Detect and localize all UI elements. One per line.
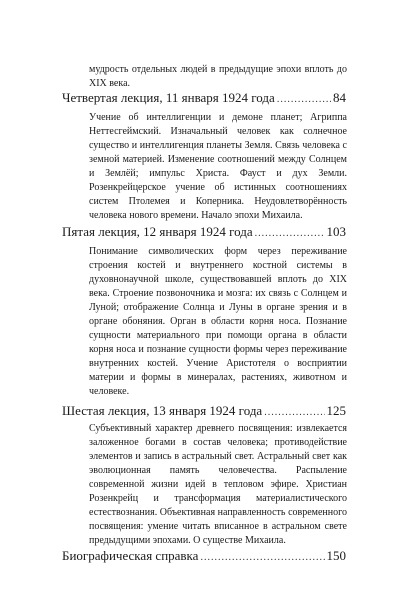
page-number: 125 [326, 403, 346, 418]
dot-leader [255, 226, 325, 242]
lecture-6-description: Субъективный характер древнего посвящения: извлекается заложенное богами в состав человека; противодействие элементов и запись в астральный свет. Астральный свет как эволюционная память человечества. Распыление современной жизни идей в тепловом эфире. Христиан Розенкрейц и трансформация материалистического естествознания. Объективная направленность современного посвящения: умение читать вписанное в астральном свете предыдущими эпохами. О существе Михаила. [89, 423, 347, 546]
entry-title: Пятая лекция, 12 января 1924 года [62, 224, 253, 239]
page-number: 103 [326, 224, 346, 239]
entry-title: Четвертая лекция, 11 января 1924 года [62, 90, 275, 105]
page-number: 84 [333, 90, 346, 105]
intro-description: мудрость отдельных людей в предыдущие эпохи вплоть до XIX века. [89, 64, 347, 89]
dot-leader [264, 405, 324, 421]
entry-title: Биографическая справка [62, 548, 199, 563]
toc-entry-lecture-6[interactable] [62, 403, 346, 421]
toc-entry-biography[interactable] [62, 548, 346, 566]
entry-title: Шестая лекция, 13 января 1924 года [62, 403, 263, 418]
toc-entry-lecture-4[interactable] [62, 90, 346, 108]
dot-leader [277, 92, 331, 108]
lecture-4-description: Учение об интеллигенции и демоне планет; Агриппа Неттесгеймский. Изначальный человек как солнечное существо и интеллигенция планеты Земля. Связь человека с земной материей. Изменение соотношений между Солнцем и Землёй; импульс Христа. Фауст и дух Земли. Розенкрейцерское учение об истинных соотношениях систем Птолемея и Коперника. Неудовлетворённость человека нового времени. Начало эпохи Михаила. [89, 112, 347, 221]
lecture-5-description: Понимание символических форм через переживание строения костей и внутреннего костной системы в духовнонаучной школе, существовавшей вплоть до XIX века. Строение позвоночника и мозга: их связь с Солнцем и Луной; отображение Солнца и Луны в органе зрения и в органе обоняния. Орган в области корня носа. Познание сущности материального при помощи органа в области корня носа и познание сущности формы через переживание внутренних костей. Учение Аристотеля о восприятии материи и формы в минералах, растениях, животном и человеке. [89, 246, 347, 397]
page-number: 150 [326, 548, 346, 563]
toc-entry-lecture-5[interactable] [62, 224, 346, 242]
dot-leader [200, 550, 324, 566]
